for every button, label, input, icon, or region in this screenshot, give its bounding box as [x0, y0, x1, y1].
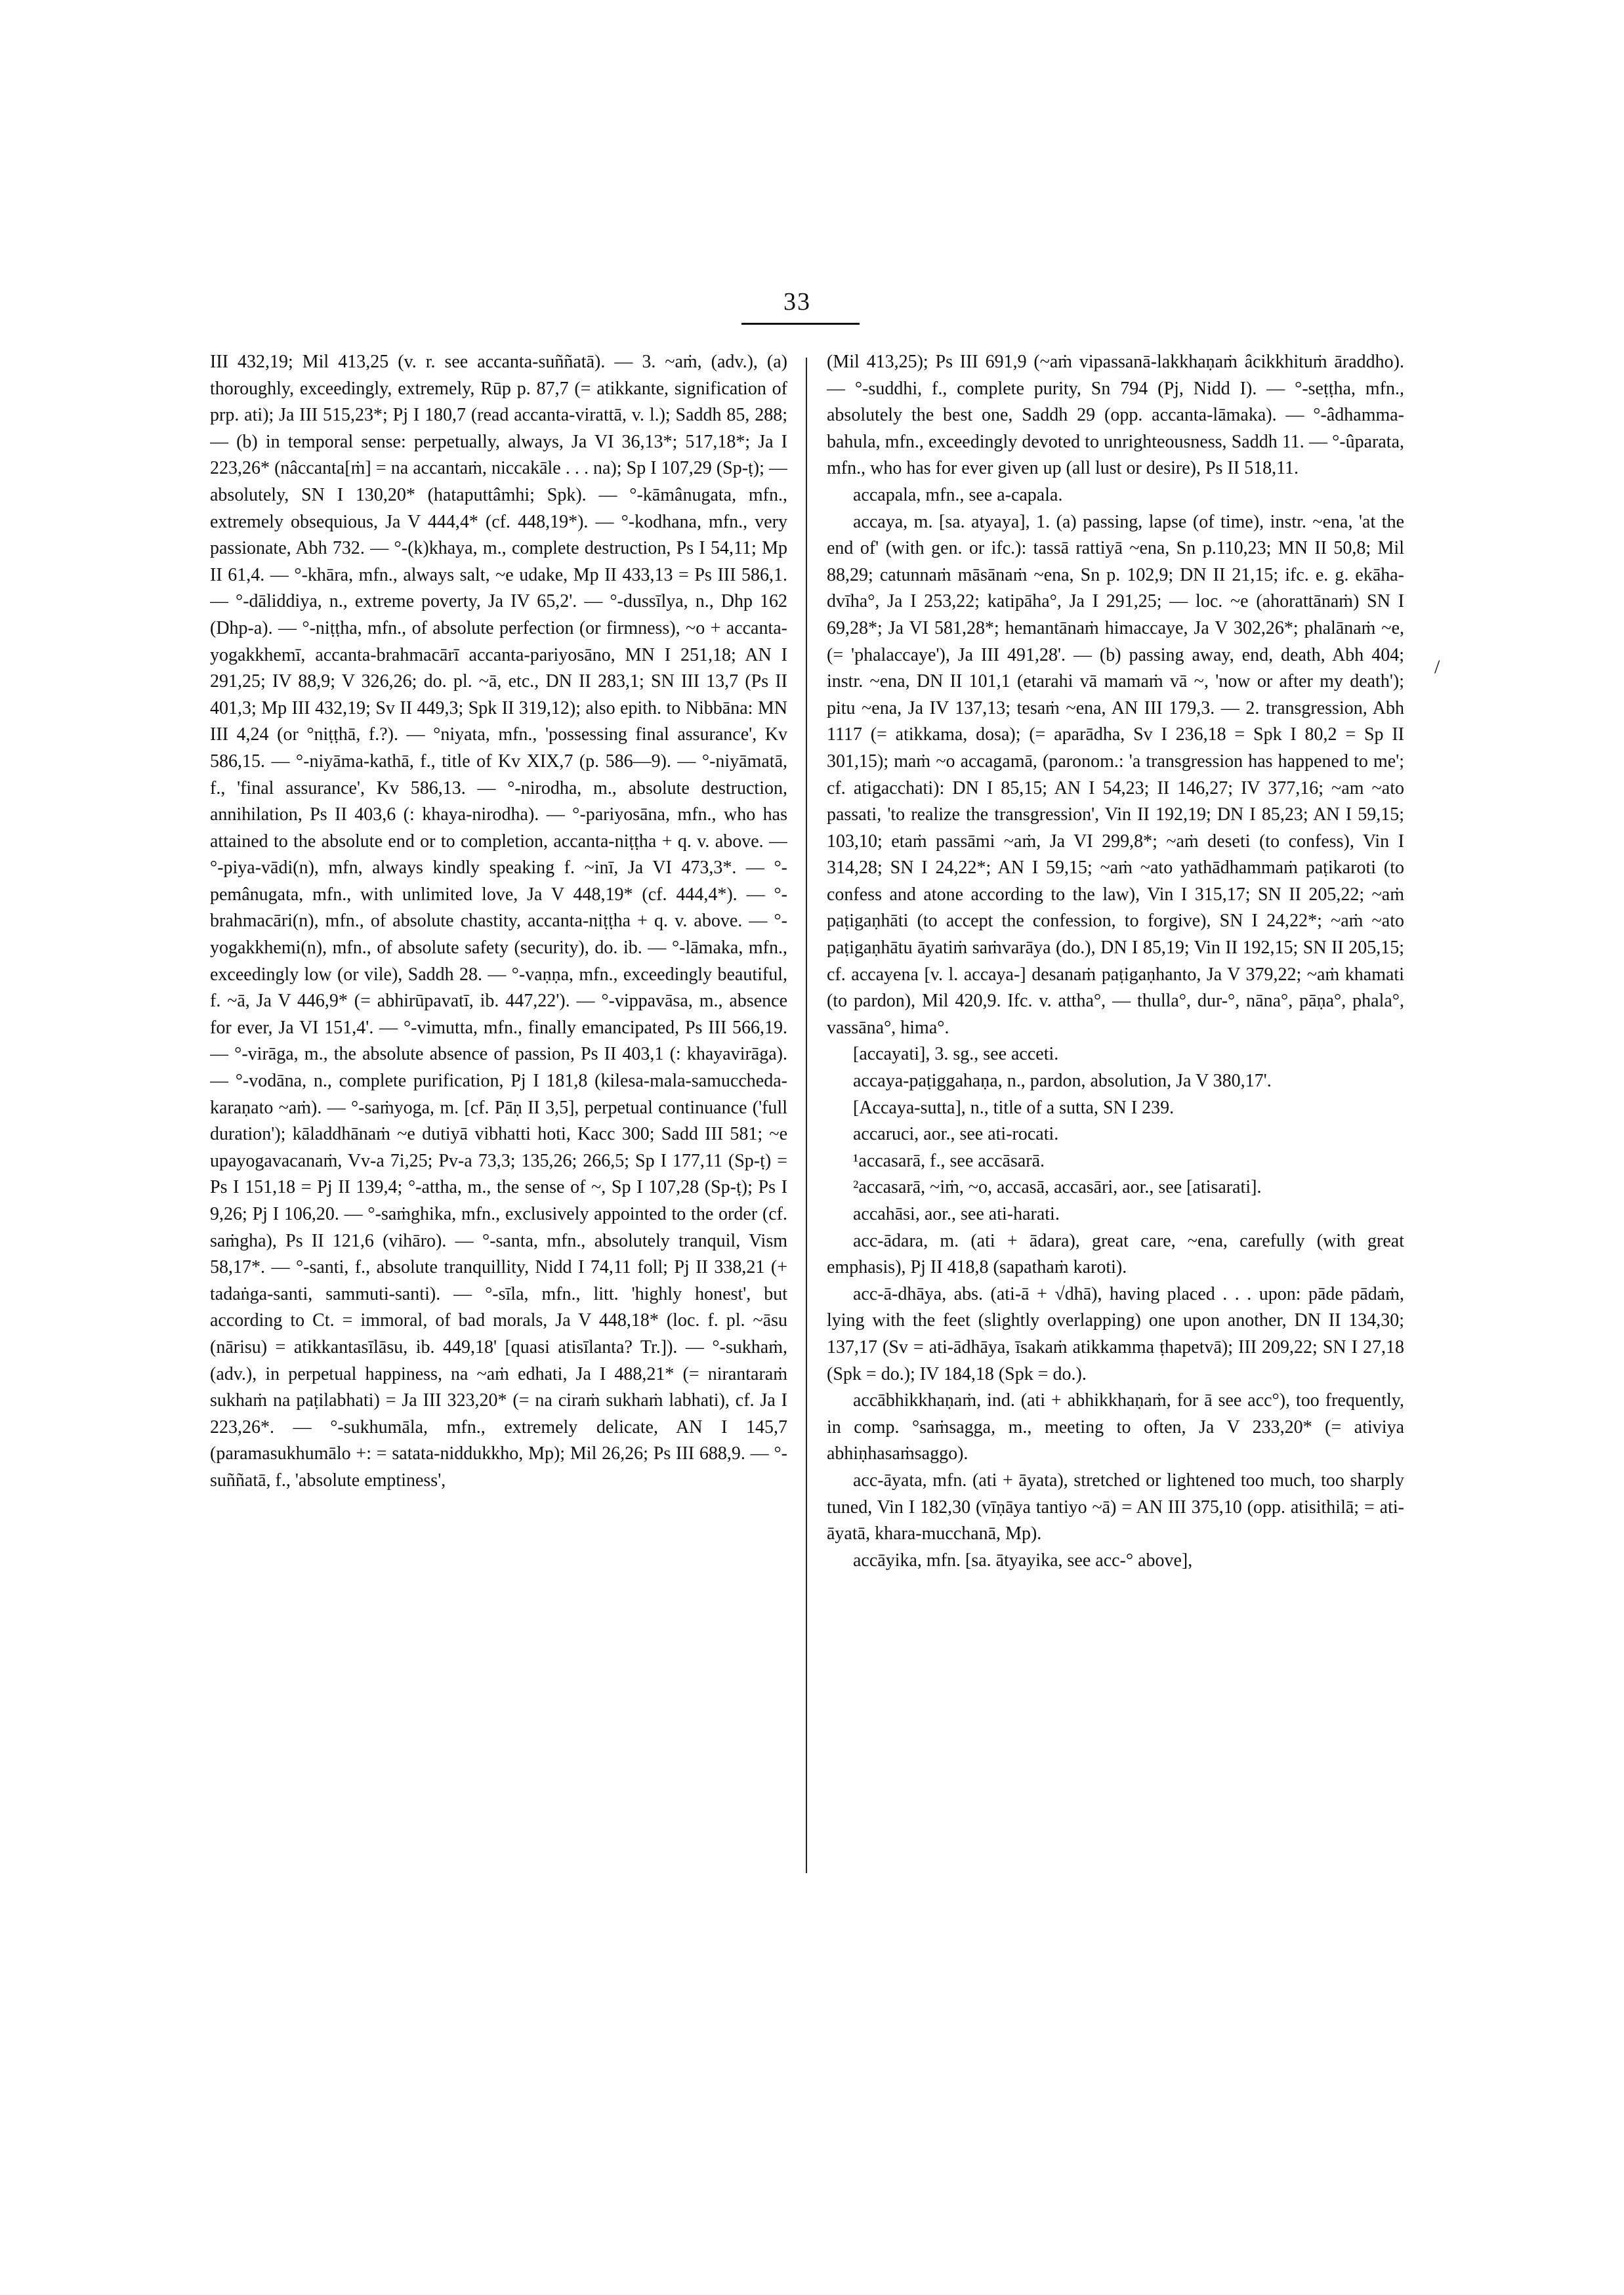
entry-paragraph: III 432,19; Mil 413,25 (v. r. see accanta-suññatā). — 3. ~aṁ, (adv.), (a) thoroughly, exceedingly, extremely, Rūp p. 87,7 (= atikkante, signification of prp. ati); Ja III 515,23*; Pj I 180,7 (read accanta-virattā, v. l.); Saddh 85, 288; — (b) in temporal sense: perpetually, always, Ja VI 36,13*; 517,18*; Ja I 223,26* (nâccanta[ṁ] = na accantaṁ, niccakāle . . . na); Sp I 107,29 (Sp-ṭ); — absolutely, SN I 130,20* (hataputtâmhi; Spk). — °-kāmânugata, mfn., extremely obsequious, Ja V 444,4* (cf. 448,19*). — °-kodhana, mfn., very passionate, Abh 732. — °-(k)khaya, m., complete destruction, Ps I 54,11; Mp II 61,4. — °-khāra, mfn., always salt, ~e udake, Mp II 433,13 = Ps III 586,1. — °-dāliddiya, n., extreme poverty, Ja IV 65,2'. — °-dussīlya, n., Dhp 162 (Dhp-a). — °-niṭṭha, mfn., of absolute perfection (or firmness), ~o + accanta-yogakkhemī, accanta-brahmacārī accanta-pariyosāno, MN I 251,18; AN I 291,25; IV 88,9; V 326,26; do. pl. ~ā, etc., DN II 283,1; SN III 13,7 (Ps II 401,3; Mp III 432,19; Sv II 449,3; Spk II 319,12); also epith. to Nibbāna: MN III 4,24 (or °niṭṭhā, f.?). — °niyata, mfn., 'possessing final assurance', Kv 586,15. — °-niyāma-kathā, f., title of Kv XIX,7 (p. 586—9). — °-niyāmatā, f., 'final assurance', Kv 586,13. — °-nirodha, m., absolute destruction, annihilation, Ps II 403,6 (: khaya-nirodha). — °-pariyosāna, mfn., who has attained to the absolute end or to completion, accanta-niṭṭha + q. v. above. — °-piya-vādi(n), mfn, always kindly speaking f. ~inī, Ja VI 473,3*. — °-pemânugata, mfn., with unlimited love, Ja V 448,19* (cf. 444,4*). — °-brahmacāri(n), mfn., of absolute chastity, accanta-niṭṭha + q. v. above. — °-yogakkhemi(n), mfn., of absolute safety (security), do. ib. — °-lāmaka, mfn., exceedingly low (or vile), Saddh 28. — °-vaṇṇa, mfn., exceedingly beautiful, f. ~ā, Ja V 446,9* (= abhirūpavatī, ib. 447,22'). — °-vippavāsa, m., absence for ever, Ja VI 151,4'. — °-vimutta, mfn., finally emancipated, Ps III 566,19. — °-virāga, m., the absolute absence of passion, Ps II 403,1 (: khayavirāga). — °-vodāna, n., complete purification, Pj I 181,8 (kilesa-mala-samuccheda-karaṇato ~aṁ). — °-saṁyoga, m. [cf. Pāṇ II 3,5], perpetual continuance ('full duration'); kāladdhānaṁ ~e dutiyā vibhatti hoti, Kacc 300; Sadd III 581; ~e upayogavacanaṁ, Vv-a 7i,25; Pv-a 73,3; 135,26; 266,5; Sp I 177,11 (Sp-ṭ) = Ps I 151,18 = Pj II 139,4; °-attha, m., the sense of ~, Sp I 107,28 (Sp-ṭ); Ps I 9,26; Pj I 106,20. — °-saṁghika, mfn., exclusively appointed to the order (cf. saṁgha), Ps II 121,6 (vihāro). — °-santa, mfn., absolutely tranquil, Vism 58,17*. — °-santi, f., absolute tranquillity, Nidd I 74,11 foll; Pj II 338,21 (+ tadaṅga-santi, sammuti-santi). — °-sīla, mfn., litt. 'highly honest', but according to Ct. = immoral, of bad morals, Ja V 448,18* (loc. f. pl. ~āsu (nārisu) = atikkantasīlāsu, ib. 449,18' [quasi atisīlanta? Tr.]). — °-sukhaṁ, (adv.), in perpetual happiness, na ~aṁ edhati, Ja I 488,21* (= nirantaraṁ sukhaṁ na paṭilabhati) = Ja III 323,20* (= na ciraṁ sukhaṁ labhati), cf. Ja I 223,26*. — °-sukhumāla, mfn., extremely delicate, AN I 145,7 (paramasukhumālo +: = satata-niddukkho, Mp); Mil 26,26; Ps III 688,9. — °-suññatā, f., 'absolute emptiness',	[210, 352, 787, 1491]
right-column	[827, 349, 1404, 2239]
entry-accapala: accapala, mfn., see a-capala.	[853, 484, 1063, 505]
entry-accaya-patiggahana: accaya-paṭiggahaṇa, n., pardon, absolution, Ja V 380,17'.	[853, 1071, 1272, 1092]
page-number: 33	[783, 288, 811, 316]
entry-acc-adara: acc-ādara, m. (ati + ādara), great care, ~ena, carefully (with great emphasis), Pj II 418,8 (sapathaṁ karoti).	[827, 1230, 1404, 1278]
entry-accayika: accāyika, mfn. [sa. ātyayika, see acc-° above],	[853, 1550, 1193, 1571]
entry-accasara-2: ²accasarā, ~iṁ, ~o, accasā, accasāri, aor., see [atisarati].	[853, 1177, 1262, 1198]
left-column	[210, 349, 787, 2239]
column-divider	[806, 358, 807, 1873]
entry-acc-a-dhaya: acc-ā-dhāya, abs. (ati-ā + √dhā), having placed . . . upon: pāde pādaṁ, lying with the feet (slightly overlapping) one upon another, DN II 134,30; 137,17 (Sv = ati-ādhāya, īsakaṁ atikkamma ṭhapetvā); III 209,22; SN I 27,18 (Spk = do.); IV 184,18 (Spk = do.).	[827, 1283, 1404, 1384]
entry-accasara-1: ¹accasarā, f., see accāsarā.	[853, 1150, 1045, 1171]
entry-accahasi: accahāsi, aor., see ati-harati.	[853, 1204, 1060, 1224]
entry-accayati: [accayati], 3. sg., see acceti.	[853, 1044, 1059, 1065]
entry-paragraph: (Mil 413,25); Ps III 691,9 (~aṁ vipassanā-lakkhaṇaṁ âcikkhituṁ āraddho). — °-suddhi, f., complete purity, Sn 794 (Pj, Nidd I). — °-seṭṭha, mfn., absolutely the best one, Saddh 29 (opp. accanta-lāmaka). — °-âdhamma-bahula, mfn., exceedingly devoted to unrighteousness, Saddh 11. — °-ûparata, mfn., who has for ever given up (all lust or desire), Ps II 518,11.	[827, 352, 1404, 479]
entry-accabhikkhanam: accābhikkhaṇaṁ, ind. (ati + abhikkhaṇaṁ, for ā see acc°), too frequently, in comp. °saṁsagga, m., meeting to often, Ja V 233,20* (= ativiya abhiṇhasaṁsaggo).	[827, 1390, 1404, 1464]
margin-mark: /	[1434, 656, 1440, 678]
entry-acc-ayata: acc-āyata, mfn. (ati + āyata), stretched or lightened too much, too sharply tuned, Vin I 182,30 (vīṇāya tantiyo ~ā) = AN III 375,10 (opp. atisithilā; = ati-āyatā, khara-mucchanā, Mp).	[827, 1470, 1404, 1544]
entry-accaya-sutta: [Accaya-sutta], n., title of a sutta, SN I 239.	[853, 1097, 1175, 1118]
entry-accaya: accaya, m. [sa. atyaya], 1. (a) passing, lapse (of time), instr. ~ena, 'at the end of' (with gen. or ifc.): tassā rattiyā ~ena, Sn p.110,23; MN II 50,8; Mil 88,29; catunnaṁ māsānaṁ ~ena, Sn p. 102,9; DN II 21,15; ifc. e. g. ekāha-dvīha°, Ja I 253,22; katipāha°, Ja I 291,25; — loc. ~e (ahorattānaṁ) SN I 69,28*; Ja VI 581,28*; hemantānaṁ himaccaye, Ja V 302,26*; phalānaṁ ~e, (= 'phalaccaye'), Ja III 491,28'. — (b) passing away, end, death, Abh 404; instr. ~ena, DN II 101,1 (etarahi vā mamaṁ vā ~, 'now or after my death'); pitu ~ena, Ja IV 137,13; tesaṁ ~ena, AN III 179,3. — 2. transgression, Abh 1117 (= atikkama, dosa); (= aparādha, Sv I 236,18 = Spk I 80,2 = Sp II 301,15); maṁ ~o accagamā, (paronom.: 'a transgression has happened to me'; cf. atigacchati): DN I 85,15; AN I 54,23; II 146,27; IV 377,16; ~am ~ato passati, 'to realize the transgression', Vin II 192,19; DN I 85,23; AN I 59,15; 103,10; etaṁ passāmi ~aṁ, Ja VI 299,8*; ~aṁ deseti (to confess), Vin I 314,28; SN I 24,22*; AN I 59,15; ~aṁ ~ato yathādhammaṁ paṭikaroti (to confess and atone according to the law), Vin I 315,17; SN II 205,22; ~aṁ paṭigaṇhāti (to accept the confession, to forgive), SN I 24,22*; ~aṁ ~ato paṭigaṇhātu āyatiṁ saṁvarāya (do.), DN I 85,19; Vin II 192,15; SN II 205,15; cf. accayena [v. l. accaya-] desanaṁ paṭigaṇhanto, Ja V 379,22; ~aṁ khamati (to pardon), Mil 420,9. Ifc. v. attha°, — thulla°, dur-°, nāna°, pāṇa°, phala°, vassāna°, hima°.	[827, 511, 1404, 1038]
header-rule	[741, 323, 860, 325]
entry-accaruci: accaruci, aor., see ati-rocati.	[853, 1124, 1059, 1145]
